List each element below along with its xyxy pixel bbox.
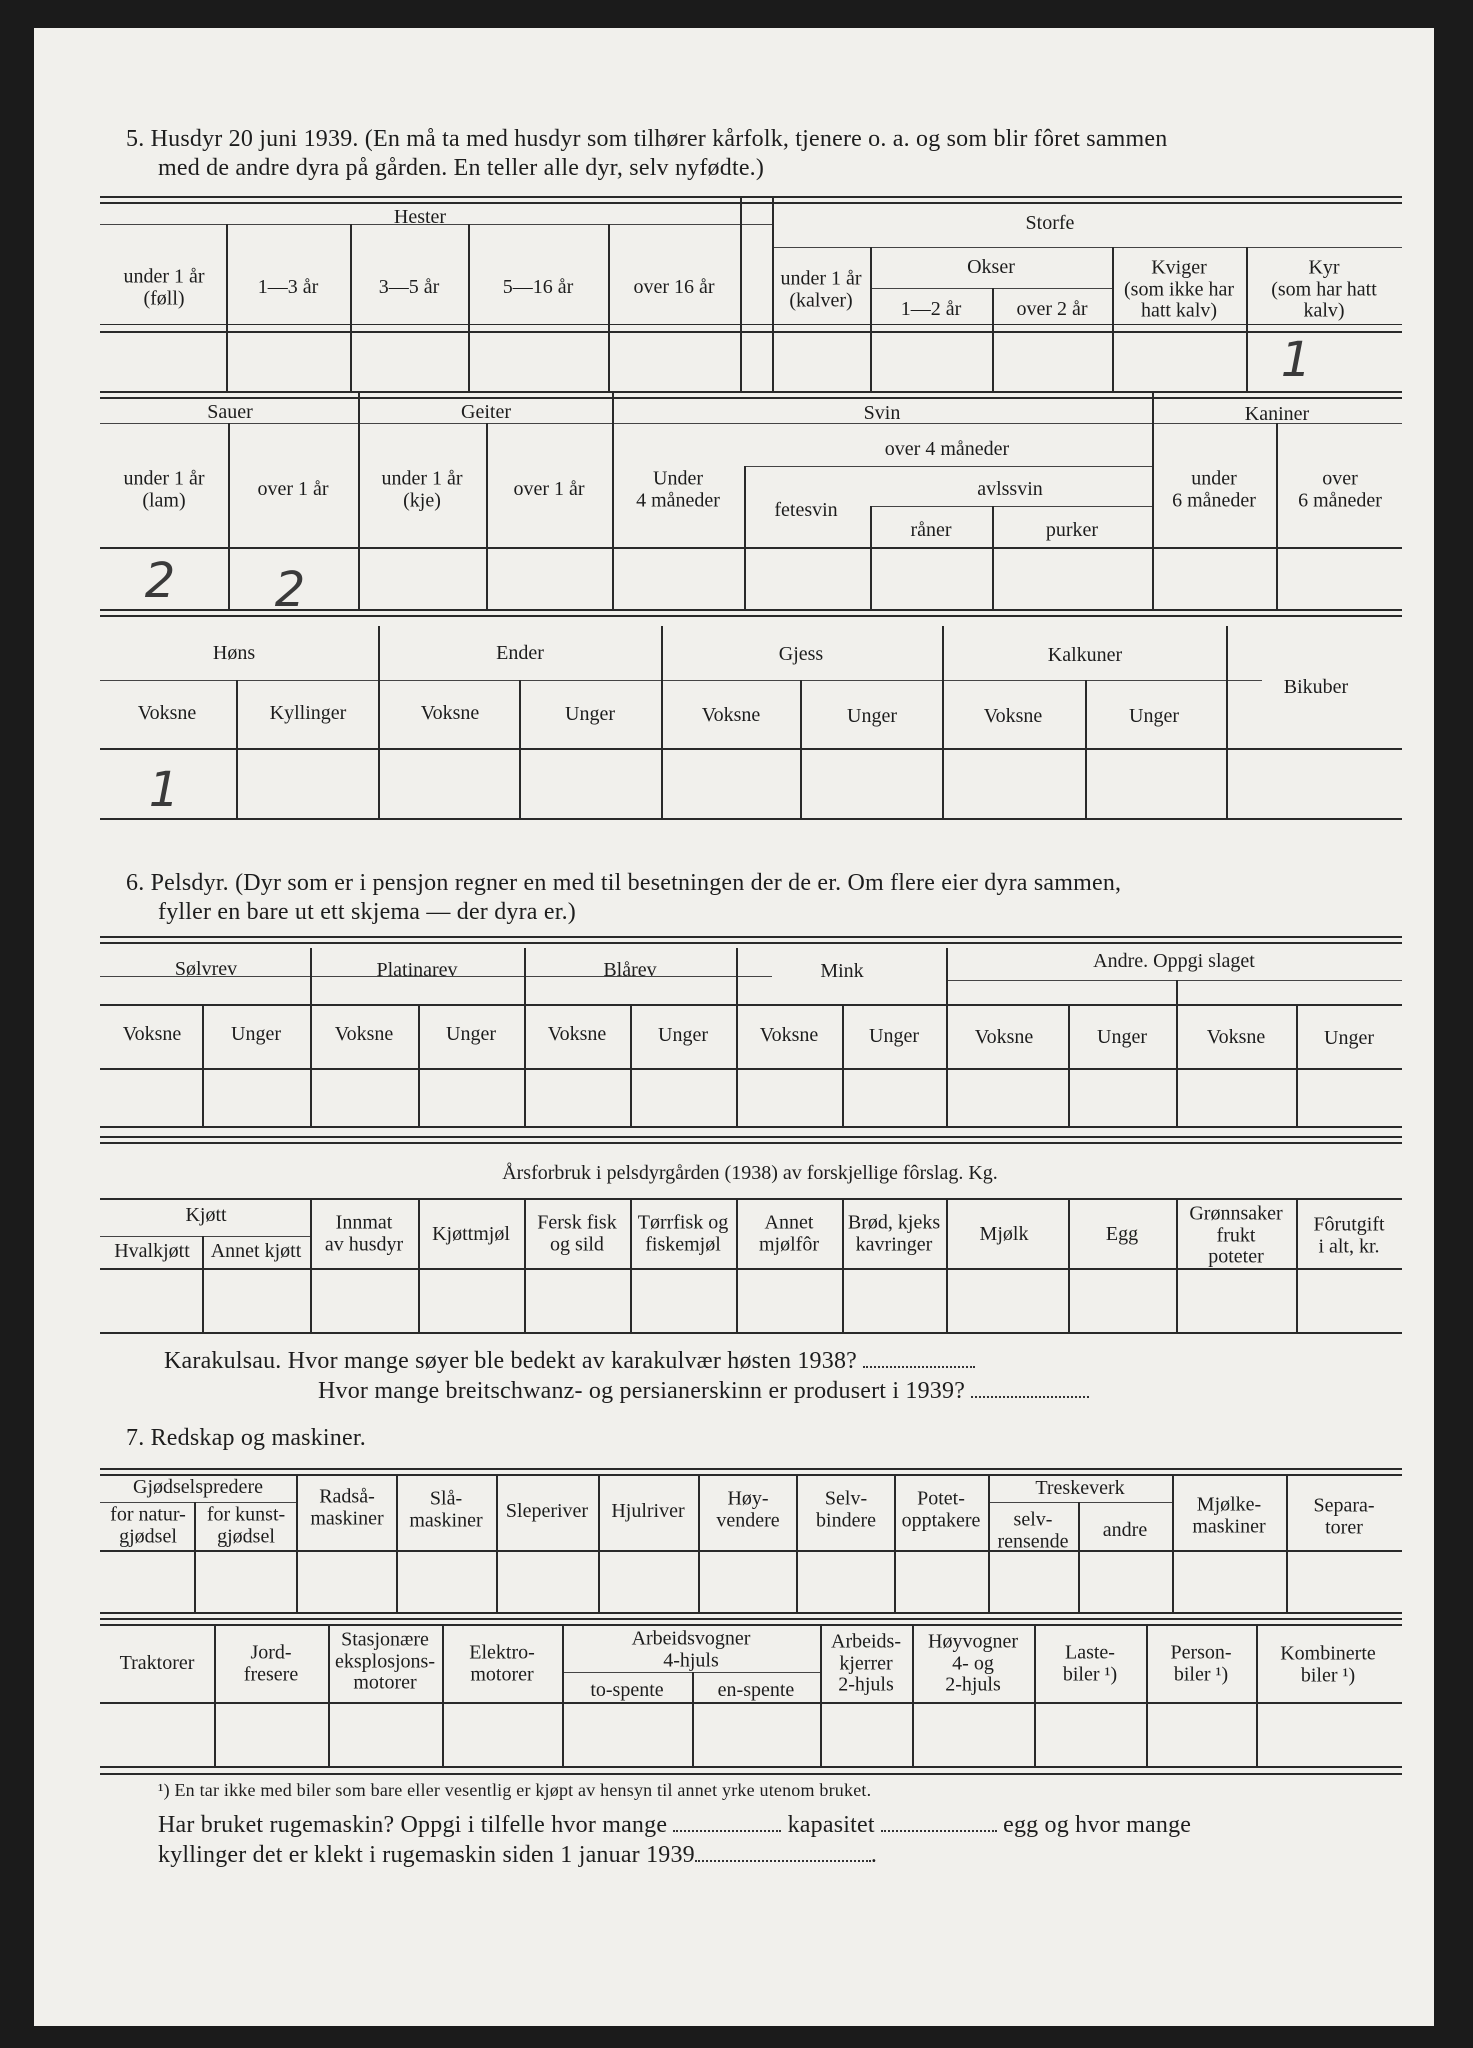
- rugemaskin-capacity-field[interactable]: [881, 1816, 997, 1832]
- rule: [486, 547, 488, 609]
- karakul-question-2: Hvor mange breitschwanz- og persianerskinn er produsert i 1939?: [318, 1378, 1089, 1405]
- vogn-sub: en-spente: [717, 1679, 795, 1702]
- header-solvrev: Sølvrev: [174, 958, 238, 981]
- rule: [562, 1672, 820, 1673]
- rule: [310, 1198, 312, 1332]
- header-platinarev: Platinarev: [376, 959, 458, 982]
- fugl-sub: Unger: [565, 703, 615, 726]
- rule: [870, 331, 872, 391]
- fugl-sub: Unger: [1129, 705, 1179, 728]
- gjodsel-sub: for natur- gjødsel: [110, 1503, 186, 1547]
- rule: [202, 1004, 204, 1126]
- pels-sub: Unger: [869, 1025, 919, 1048]
- rule: [912, 1624, 914, 1766]
- rule: [946, 1198, 948, 1332]
- forbruk-col: Mjølk: [979, 1223, 1029, 1246]
- storfe-kviger: Kviger (som ikke har hatt kalv): [1124, 256, 1234, 322]
- rule: [100, 196, 1402, 204]
- rule: [396, 1474, 398, 1612]
- sauer-col: under 1 år (lam): [123, 467, 205, 511]
- rule: [350, 331, 352, 391]
- rule: [870, 506, 872, 547]
- geiter-col: under 1 år (kje): [381, 467, 463, 511]
- hester-col: over 16 år: [633, 276, 715, 299]
- section6-title-line2: fyller en bare ut ett skjema — der dyra er.): [158, 899, 576, 925]
- kjott-sub: Hvalkjøtt: [114, 1240, 190, 1263]
- rule: [988, 1474, 990, 1612]
- rule: [692, 1672, 694, 1766]
- fugl-sub: Voksne: [701, 704, 761, 727]
- karakul-answer-2[interactable]: [971, 1382, 1089, 1398]
- rule: [772, 247, 1402, 248]
- header-gjess: Gjess: [778, 643, 824, 666]
- rule: [100, 936, 1402, 944]
- rule: [1146, 1624, 1148, 1766]
- rule: [612, 391, 614, 547]
- rule: [608, 331, 610, 391]
- rule: [744, 547, 746, 609]
- rule: [100, 1068, 1402, 1070]
- rule: [100, 1618, 1402, 1626]
- rule: [820, 1624, 822, 1766]
- rule: [296, 1474, 298, 1612]
- rule: [1112, 247, 1114, 331]
- fugl-sub: Voksne: [137, 702, 197, 725]
- rule: [1176, 1198, 1178, 1332]
- header-bikuber: Bikuber: [1283, 676, 1349, 699]
- rule: [988, 1502, 1172, 1503]
- rule: [661, 626, 663, 818]
- header-blarev: Blårev: [603, 959, 657, 982]
- rule: [946, 980, 1402, 981]
- rule: [100, 680, 1262, 681]
- header-okser: Okser: [967, 256, 1015, 279]
- rule: [214, 1624, 216, 1766]
- maskin-col: Elektro- motorer: [469, 1641, 535, 1685]
- rule: [100, 1126, 1402, 1128]
- rule: [612, 547, 614, 609]
- rule: [1068, 1198, 1070, 1332]
- rule: [100, 1773, 1402, 1775]
- header-kalkuner: Kalkuner: [1047, 644, 1123, 667]
- rule: [194, 1502, 196, 1612]
- maskin-col: Person- biler ¹): [1170, 1641, 1232, 1685]
- forbruk-col: Brød, kjeks kavringer: [847, 1211, 941, 1255]
- fugl-sub: Kyllinger: [269, 702, 347, 725]
- forbruk-col: Innmat av husdyr: [324, 1211, 404, 1255]
- hester-col: 1—3 år: [257, 276, 319, 299]
- rule: [358, 391, 360, 547]
- rugemaskin-count-field[interactable]: [673, 1816, 781, 1832]
- tresk-sub: selv- rensende: [997, 1508, 1069, 1552]
- rule: [992, 331, 994, 391]
- forbruk-col: Fôrutgift i alt, kr.: [1313, 1213, 1385, 1257]
- kjott-sub: Annet kjøtt: [210, 1240, 302, 1263]
- pels-sub: Unger: [1097, 1026, 1147, 1049]
- svin-under: Under 4 måneder: [636, 467, 720, 511]
- rule: [1276, 547, 1278, 609]
- rule: [870, 506, 1152, 507]
- rule: [524, 948, 526, 1126]
- rule: [740, 331, 742, 391]
- kaniner-col: under 6 måneder: [1172, 467, 1256, 511]
- storfe-kyr: Kyr (som har hatt kalv): [1271, 256, 1377, 322]
- maskin-col: Traktorer: [119, 1652, 195, 1675]
- karakul-answer-1[interactable]: [863, 1352, 975, 1368]
- redskap-col: Radså- maskiner: [310, 1485, 384, 1529]
- forbruk-col: Fersk fisk og sild: [537, 1211, 617, 1255]
- forbruk-title: Årsforbruk i pelsdyrgården (1938) av forskjellige fôrslag. Kg.: [502, 1162, 998, 1185]
- hester-col: 5—16 år: [502, 276, 574, 299]
- rule: [100, 391, 1402, 399]
- rule: [1172, 1474, 1174, 1612]
- rule: [486, 423, 488, 547]
- section7-title: 7. Redskap og maskiner.: [126, 1425, 366, 1451]
- forbruk-col: Kjøttmjøl: [432, 1223, 510, 1246]
- rule: [358, 547, 360, 609]
- header-storfe: Storfe: [1025, 212, 1075, 235]
- rule: [519, 680, 521, 818]
- rule: [942, 626, 944, 818]
- karakul-question-1: Karakulsau. Hvor mange søyer ble bedekt av karakulvær høsten 1938?: [164, 1348, 975, 1375]
- redskap-col: Sleperiver: [505, 1500, 589, 1523]
- rule: [842, 1198, 844, 1332]
- rule: [870, 247, 872, 331]
- okser-col: over 2 år: [1016, 298, 1088, 321]
- header-andre: Andre. Oppgi slaget: [1093, 950, 1255, 973]
- rule: [310, 948, 312, 1126]
- rule: [1256, 1624, 1258, 1766]
- forbruk-col: Tørrfisk og fiskemjøl: [637, 1211, 729, 1255]
- kaniner-col: over 6 måneder: [1298, 467, 1382, 511]
- header-sauer: Sauer: [207, 401, 253, 424]
- forbruk-col: Annet mjølfôr: [759, 1211, 819, 1255]
- rule: [1246, 331, 1248, 391]
- rule: [992, 288, 994, 331]
- rule: [100, 547, 1402, 549]
- pels-sub: Voksne: [759, 1024, 819, 1047]
- rule: [100, 818, 1402, 820]
- sauer-col: over 1 år: [257, 478, 329, 501]
- header-geiter: Geiter: [461, 401, 511, 424]
- rule: [228, 423, 230, 547]
- redskap-col: Mjølke- maskiner: [1192, 1493, 1266, 1537]
- okser-col: 1—2 år: [900, 298, 962, 321]
- section6-title-line1: 6. Pelsdyr. (Dyr som er i pensjon regner en med til besetningen der de er. Om flere eier dyra sammen,: [126, 870, 1122, 896]
- rule: [1286, 1474, 1288, 1612]
- rule: [736, 1198, 738, 1332]
- rule: [1085, 680, 1087, 818]
- rule: [1068, 1004, 1070, 1126]
- rule: [698, 1474, 700, 1612]
- handwritten-kyr-count: 1: [1280, 332, 1312, 388]
- avlssvin-col: råner: [910, 519, 952, 542]
- rule: [1034, 1624, 1036, 1766]
- rule: [100, 1236, 310, 1237]
- rule: [350, 224, 352, 331]
- rule: [744, 466, 1152, 467]
- avlssvin-col: purker: [1045, 519, 1099, 542]
- rule: [468, 331, 470, 391]
- redskap-col: Potet- opptakere: [901, 1487, 981, 1531]
- geiter-col: over 1 år: [513, 478, 585, 501]
- rule: [100, 1136, 1402, 1144]
- pels-sub: Unger: [658, 1024, 708, 1047]
- svin-fetesvin: fetesvin: [774, 499, 838, 522]
- rule: [630, 1004, 632, 1126]
- fugl-sub: Voksne: [983, 705, 1043, 728]
- gjodsel-sub: for kunst- gjødsel: [206, 1503, 286, 1547]
- rule: [740, 196, 742, 331]
- rule: [1246, 247, 1248, 331]
- handwritten-hons-count: 1: [148, 762, 180, 818]
- forbruk-col: Grønnsaker frukt poteter: [1189, 1202, 1283, 1268]
- rule: [100, 609, 1402, 617]
- pels-sub: Voksne: [334, 1023, 394, 1046]
- rule: [800, 680, 802, 818]
- rule: [1226, 626, 1228, 818]
- rule: [736, 948, 738, 1126]
- maskin-col: Jord- freserе: [243, 1641, 299, 1685]
- rule: [524, 1198, 526, 1332]
- rule: [418, 1198, 420, 1332]
- rule: [100, 324, 1402, 325]
- rule: [378, 626, 380, 818]
- rule: [226, 331, 228, 391]
- maskin-col: Høyvogner 4- og 2-hjuls: [928, 1630, 1018, 1696]
- forbruk-col: Egg: [1105, 1223, 1139, 1246]
- rule: [100, 1004, 1402, 1006]
- rule: [772, 331, 774, 391]
- rule: [496, 1474, 498, 1612]
- rule: [1152, 391, 1154, 547]
- rule: [100, 1332, 1402, 1334]
- rule: [992, 506, 994, 547]
- rule: [226, 224, 228, 331]
- kyllinger-question: kyllinger det er klekt i rugemaskin siden 1 januar 1939 .: [158, 1842, 878, 1868]
- rule: [946, 948, 948, 1126]
- rule: [100, 1766, 1402, 1768]
- pels-sub: Unger: [231, 1023, 281, 1046]
- redskap-col: Slå- maskiner: [409, 1487, 483, 1531]
- handwritten-sau-count: 2: [274, 562, 306, 618]
- svin-avlssvin: avlssvin: [977, 478, 1043, 501]
- rule: [630, 1198, 632, 1332]
- rule: [1176, 980, 1178, 1126]
- rule: [202, 1236, 204, 1332]
- redskap-col: Høy- vendere: [716, 1487, 780, 1531]
- maskin-col: Stasjonære eksplosjons- motorer: [335, 1628, 435, 1694]
- hester-col: under 1 år (føll): [123, 265, 205, 309]
- svin-over: over 4 måneder: [884, 438, 1010, 461]
- kyllinger-count-field[interactable]: [695, 1846, 871, 1862]
- rule: [100, 1702, 1402, 1704]
- pels-sub: Unger: [446, 1023, 496, 1046]
- rule: [468, 224, 470, 331]
- tresk-sub: andre: [1102, 1519, 1148, 1542]
- pels-sub: Voksne: [1206, 1026, 1266, 1049]
- rule: [228, 547, 230, 609]
- fugl-sub: Unger: [847, 705, 897, 728]
- rule: [562, 1624, 564, 1766]
- rule: [894, 1474, 896, 1612]
- rule: [842, 1004, 844, 1126]
- pels-sub: Unger: [1324, 1027, 1374, 1050]
- rule: [1276, 423, 1278, 547]
- redskap-col: Selv- bindere: [816, 1487, 876, 1531]
- rule: [1296, 1198, 1298, 1332]
- rule: [100, 748, 1402, 750]
- rule: [1152, 547, 1154, 609]
- header-kjott: Kjøtt: [185, 1204, 227, 1227]
- rule: [870, 547, 872, 609]
- rule: [796, 1474, 798, 1612]
- rule: [1112, 331, 1114, 391]
- rule: [992, 547, 994, 609]
- footnote: ¹) En tar ikke med biler som bare eller vesentlig er kjøpt av hensyn til annet yrke utenom bruket.: [158, 1780, 872, 1800]
- maskin-col: Arbeids- kjerrer 2-hjuls: [831, 1630, 901, 1696]
- maskin-col: Kombinerte biler ¹): [1280, 1642, 1376, 1686]
- storfe-kalver: under 1 år (kalver): [780, 267, 862, 311]
- header-kaniner: Kaniner: [1244, 403, 1310, 426]
- header-arbeidsvogner: Arbeidsvogner 4-hjuls: [631, 1627, 751, 1671]
- rule: [1078, 1502, 1080, 1612]
- rule: [442, 1624, 444, 1766]
- handwritten-lam-count: 2: [144, 553, 176, 609]
- rule: [100, 331, 1402, 333]
- rule: [100, 423, 1402, 424]
- header-svin: Svin: [863, 402, 901, 425]
- rule: [870, 288, 1112, 289]
- maskin-col: Laste- biler ¹): [1062, 1641, 1118, 1685]
- fugl-sub: Voksne: [420, 702, 480, 725]
- header-mink: Mink: [820, 960, 864, 983]
- rule: [100, 1198, 1402, 1200]
- rule: [744, 466, 746, 547]
- redskap-col: Hjulriver: [611, 1500, 685, 1523]
- rule: [772, 196, 774, 331]
- pels-sub: Voksne: [974, 1026, 1034, 1049]
- rule: [236, 680, 238, 818]
- pels-sub: Voksne: [122, 1023, 182, 1046]
- header-gjodselspredere: Gjødselspredere: [133, 1476, 263, 1499]
- hester-col: 3—5 år: [378, 276, 440, 299]
- rule: [1296, 1004, 1298, 1126]
- pels-sub: Voksne: [547, 1023, 607, 1046]
- vogn-sub: to-spente: [590, 1679, 664, 1702]
- header-hester: Hester: [393, 206, 447, 229]
- rule: [100, 1612, 1402, 1614]
- redskap-col: Separa- torer: [1313, 1494, 1375, 1538]
- rule: [418, 1004, 420, 1126]
- header-ender: Ender: [496, 642, 544, 665]
- rule: [328, 1624, 330, 1766]
- census-form-page: [34, 28, 1434, 2026]
- rugemaskin-question: Har bruket rugemaskin? Oppgi i tilfelle hvor mange kapasitet egg og hvor mange: [158, 1812, 1192, 1838]
- rule: [608, 224, 610, 331]
- rule: [598, 1474, 600, 1612]
- header-treskeverk: Treskeverk: [1035, 1477, 1125, 1500]
- section5-title-line1: 5. Husdyr 20 juni 1939. (En må ta med husdyr som tilhører kårfolk, tjenere o. a. og som blir fôret sammen: [126, 126, 1168, 152]
- header-hons: Høns: [212, 642, 256, 665]
- section5-title-line2: med de andre dyra på gården. En teller alle dyr, selv nyfødte.): [158, 155, 765, 181]
